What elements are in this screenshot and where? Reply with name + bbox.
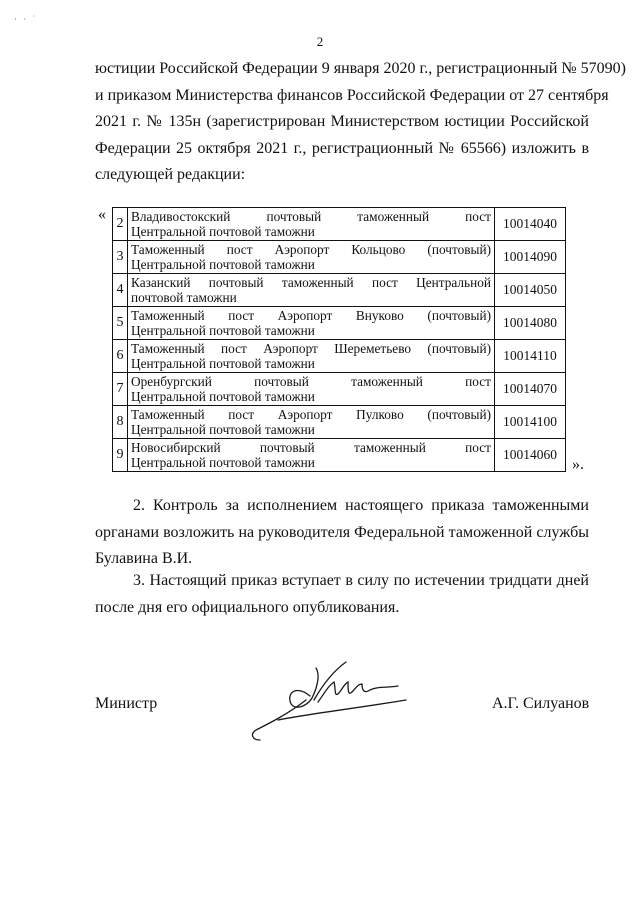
intro-line: 2021 г. № 135н (зарегистрирован Министерством юстиции Российской xyxy=(95,113,589,130)
post-name xyxy=(128,208,495,241)
post-name-line: Центральной почтовой таможни xyxy=(131,356,315,371)
post-name-line: Казанский почтовый таможенный пост Центральной xyxy=(131,275,491,290)
table-row xyxy=(113,307,566,340)
paragraph-line: 3. Настоящий приказ вступает в силу по истечении тридцати дней xyxy=(133,572,589,589)
paragraph-line: Булавина В.И. xyxy=(95,550,193,567)
post-code: 10014100 xyxy=(495,406,566,439)
intro-line: юстиции Российской Федерации 9 января 2020 г., регистрационный № 57090) xyxy=(95,60,626,77)
post-name-line: Оренбургский почтовый таможенный пост xyxy=(131,374,491,389)
post-name-line: Таможенный пост Аэропорт Пулково (почтовый) xyxy=(131,407,491,422)
table-row xyxy=(113,274,566,307)
post-code: 10014060 xyxy=(495,439,566,472)
post-name xyxy=(128,241,495,274)
paragraph-3 xyxy=(95,568,589,621)
opening-quote: « xyxy=(98,206,106,223)
signer-name: А.Г. Силуанов xyxy=(492,695,590,712)
table-row xyxy=(113,340,566,373)
post-name-line: Новосибирский почтовый таможенный пост xyxy=(131,440,491,455)
post-code: 10014040 xyxy=(495,208,566,241)
scan-mark: · · ˙ xyxy=(14,14,38,24)
post-name-line: Таможенный пост Аэропорт Кольцово (почтовый) xyxy=(131,242,491,257)
handwritten-signature xyxy=(248,656,418,746)
post-name-line: Центральной почтовой таможни xyxy=(131,257,315,272)
customs-posts-table xyxy=(112,207,566,472)
table-row xyxy=(113,439,566,472)
post-code: 10014090 xyxy=(495,241,566,274)
table-row xyxy=(113,208,566,241)
post-name-line: Центральной почтовой таможни xyxy=(131,422,315,437)
post-name-line: Таможенный пост Аэропорт Внуково (почтовый) xyxy=(131,308,491,323)
row-number: 8 xyxy=(113,406,128,439)
post-name xyxy=(128,307,495,340)
closing-quote: ». xyxy=(572,456,584,473)
post-name-line: Центральной почтовой таможни xyxy=(131,455,315,470)
paragraph-line: 2. Контроль за исполнением настоящего приказа таможенными xyxy=(133,497,589,514)
position-title: Министр xyxy=(95,695,158,712)
intro-line: и приказом Министерства финансов Российской Федерации от 27 сентября xyxy=(95,86,609,104)
intro-line: следующей редакции: xyxy=(95,166,246,183)
post-code: 10014070 xyxy=(495,373,566,406)
post-name-line: Центральной почтовой таможни xyxy=(131,224,315,239)
table-row xyxy=(113,241,566,274)
post-name-line: почтовой таможни xyxy=(131,290,237,305)
post-name xyxy=(128,274,495,307)
row-number: 5 xyxy=(113,307,128,340)
row-number: 4 xyxy=(113,274,128,307)
post-code: 10014110 xyxy=(495,340,566,373)
post-name-line: Центральной почтовой таможни xyxy=(131,389,315,404)
paragraph-line: органами возложить на руководителя Федеральной таможенной службы xyxy=(95,523,589,541)
post-name xyxy=(128,373,495,406)
post-name xyxy=(128,340,495,373)
table-row xyxy=(113,406,566,439)
post-name xyxy=(128,439,495,472)
paragraph-line: после дня его официального опубликования. xyxy=(95,598,400,616)
post-name-line: Владивостокский почтовый таможенный пост xyxy=(131,209,491,224)
row-number: 2 xyxy=(113,208,128,241)
table-row xyxy=(113,373,566,406)
post-code: 10014050 xyxy=(495,274,566,307)
intro-line: Федерации 25 октября 2021 г., регистрационный № 65566) изложить в xyxy=(95,139,589,157)
post-code: 10014080 xyxy=(495,307,566,340)
post-name xyxy=(128,406,495,439)
row-number: 7 xyxy=(113,373,128,406)
row-number: 9 xyxy=(113,439,128,472)
paragraph-2 xyxy=(95,493,589,573)
intro-paragraph xyxy=(95,56,626,189)
row-number: 6 xyxy=(113,340,128,373)
post-name-line: Центральной почтовой таможни xyxy=(131,323,315,338)
post-name-line: Таможенный пост Аэропорт Шереметьево (почтовый) xyxy=(131,341,491,356)
page-number: 2 xyxy=(316,34,324,49)
row-number: 3 xyxy=(113,241,128,274)
